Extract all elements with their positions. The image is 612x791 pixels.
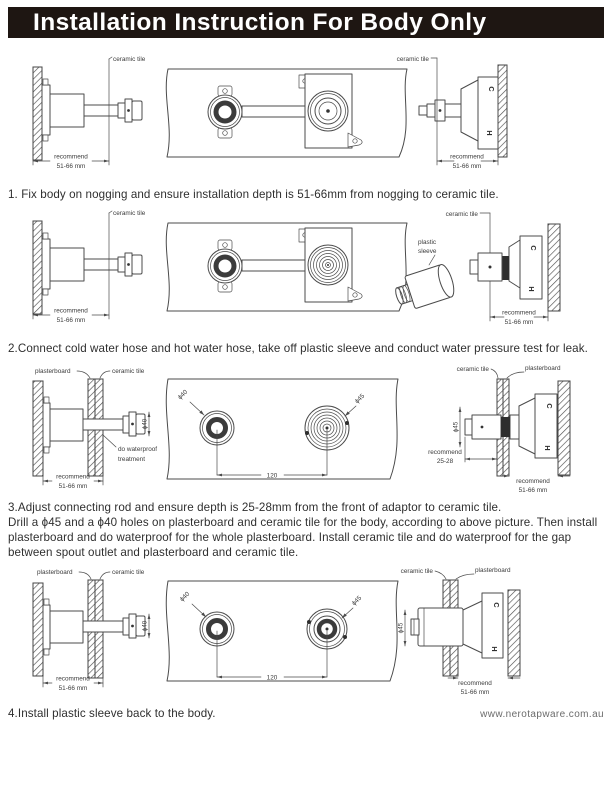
nogging-wall: [498, 65, 507, 157]
ceramic-tile-label: ceramic tile: [113, 56, 146, 63]
nogging-wall: [33, 583, 43, 676]
plastic-sleeve-installed: [418, 608, 463, 646]
step2-panel-view: [166, 223, 407, 311]
step3-text-a: 3.Adjust connecting rod and ensure depth is 25-28mm from the front of adaptor to ceramic tile.: [8, 501, 502, 514]
plasterboard-label: plasterboard: [37, 569, 73, 576]
step1-side-view-right: [397, 56, 507, 170]
dia40-dim: ϕ40: [178, 590, 192, 604]
spacing-dim: 120: [266, 674, 278, 682]
tap-body: [50, 611, 83, 643]
step3-text-block: [8, 500, 604, 560]
footer-row: [8, 704, 604, 723]
dia45-dim: ϕ45: [397, 622, 405, 634]
svg-text:recommend: recommend: [54, 307, 88, 315]
depth-25-28: 25-28: [436, 458, 454, 465]
plastic-sleeve-label: plastic: [418, 239, 437, 246]
hot-marker: H: [490, 646, 499, 652]
cold-marker: C: [545, 403, 554, 409]
website-url: www.nerotapware.com.au: [480, 709, 604, 720]
step3-panel-view: [166, 379, 398, 480]
plasterboard-label: plasterboard: [475, 567, 511, 574]
cold-marker: C: [529, 245, 538, 251]
depth-label: 51-66 mm: [452, 163, 482, 170]
svg-text:recommend: recommend: [56, 675, 90, 683]
hot-marker: H: [527, 286, 536, 292]
spacing-dim: 120: [266, 472, 278, 480]
svg-text:51-66 mm: 51-66 mm: [504, 319, 534, 326]
ceramic-tile-label: ceramic tile: [112, 368, 145, 375]
step4-side-view-left: [33, 569, 150, 692]
tap-body: [50, 248, 84, 281]
step4-text: 4.Install plastic sleeve back to the body.: [8, 707, 216, 720]
recommend-label: recommend: [54, 153, 88, 161]
step2-text: 2.Connect cold water hose and hot water hose, take off plastic sleeve and conduct water pressure test for leak.: [8, 342, 588, 355]
dia45-dim: ϕ45: [350, 594, 364, 608]
svg-text:treatment: treatment: [118, 456, 145, 463]
step4-side-view-right: [398, 567, 521, 696]
svg-text:recommend: recommend: [458, 680, 492, 687]
svg-text:51-66 mm: 51-66 mm: [460, 689, 490, 696]
step3-text-b: Drill a ϕ45 and a ϕ40 holes on plasterboard and ceramic tile for the body, according to above picture. Then install plasterboard and do waterproof for the whole plasterboard. Install ceramic tile and do waterproof for the gap between spout outlet and plasterboard and ceramic tile.: [8, 516, 598, 559]
step1-side-view-left: [33, 56, 146, 170]
ceramic-tile-label: ceramic tile: [445, 211, 478, 218]
step3-diagram: [8, 363, 604, 500]
svg-text:recommend: recommend: [516, 478, 550, 485]
dia40-dim: ϕ40: [176, 388, 190, 402]
svg-text:51-66 mm: 51-66 mm: [518, 487, 548, 494]
hot-marker: H: [485, 130, 494, 136]
dia40-dim: ϕ40: [141, 620, 149, 632]
ceramic-tile-label: ceramic tile: [396, 56, 429, 63]
svg-text:sleeve: sleeve: [418, 248, 437, 255]
step1-text: 1. Fix body on nogging and ensure installation depth is 51-66mm from nogging to ceramic tile.: [8, 188, 499, 201]
dia45-dim: ϕ45: [452, 421, 460, 433]
waterproof-label: do waterproof: [118, 446, 158, 453]
step1-panel-view: [166, 69, 407, 157]
svg-text:recommend: recommend: [502, 309, 536, 317]
step2-diagram: [8, 205, 604, 339]
step2-side-view-left: [33, 210, 146, 324]
svg-text:51-66 mm: 51-66 mm: [58, 483, 88, 490]
cold-marker: C: [487, 86, 496, 92]
ceramic-tile-label: ceramic tile: [113, 210, 146, 217]
dia45-dim: ϕ45: [353, 392, 367, 406]
page-header: [8, 7, 604, 38]
step3-side-view-right: [428, 365, 570, 494]
nogging-wall: [33, 381, 43, 476]
svg-text:recommend: recommend: [428, 449, 462, 456]
tap-body: [50, 94, 84, 127]
dia40-dim: ϕ40: [141, 418, 149, 430]
step1-diagram: [8, 53, 604, 185]
svg-text:51-66 mm: 51-66 mm: [58, 685, 88, 692]
page-title: Installation Instruction For Body Only: [33, 8, 487, 36]
ceramic-tile-label: ceramic tile: [456, 366, 489, 373]
ceramic-tile-label: ceramic tile: [112, 569, 145, 576]
depth-label: 51-66 mm: [56, 163, 86, 170]
ceramic-tile-label: ceramic tile: [400, 568, 433, 575]
connecting-rod: [84, 105, 118, 116]
step4-diagram: [8, 563, 604, 703]
recommend-label: recommend: [450, 153, 484, 161]
step2-side-view-right: [446, 211, 560, 326]
cold-marker: C: [492, 602, 501, 608]
svg-text:recommend: recommend: [56, 473, 90, 481]
nogging-wall: [33, 67, 42, 160]
nogging-wall: [548, 224, 560, 311]
svg-text:51-66 mm: 51-66 mm: [56, 317, 86, 324]
tap-body: [50, 409, 83, 441]
adaptor: [472, 415, 501, 439]
nogging-wall: [33, 221, 42, 314]
step4-panel-view: [166, 581, 398, 682]
hot-marker: H: [543, 445, 552, 451]
step3-side-view-left: [33, 368, 157, 490]
nogging-wall: [558, 381, 570, 475]
nogging-wall: [508, 590, 520, 676]
plasterboard-label: plasterboard: [525, 365, 561, 372]
plasterboard-label: plasterboard: [35, 368, 71, 375]
